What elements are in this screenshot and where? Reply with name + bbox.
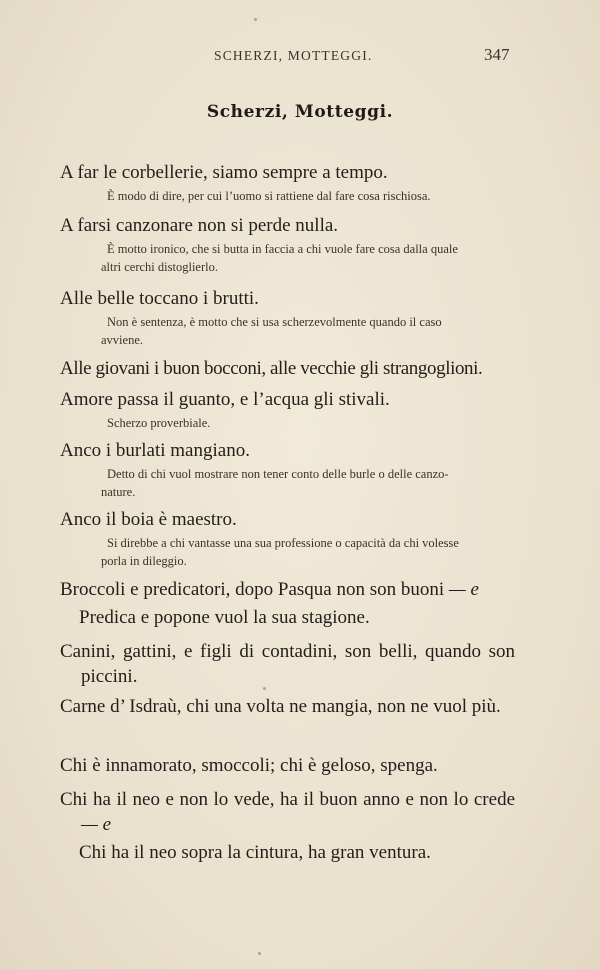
proverb-text: Chi ha il neo e non lo vede, ha il buon anno e non lo crede [60, 789, 515, 810]
proverb-text: Amore passa il guanto, e l’acqua gli stivali. [60, 389, 390, 410]
gloss-line: Non è sentenza, è motto che si usa scherzevolmente quando il caso [107, 315, 442, 329]
proverb-text: Alle belle toccano i brutti. [60, 288, 259, 309]
proverb-text: Canini, gattini, e figli di contadini, son belli, quando son piccini. [60, 641, 515, 687]
gloss [60, 187, 515, 205]
gloss-line: Si direbbe a chi vantasse una sua professione o capacità da chi volesse [107, 536, 459, 550]
gloss [60, 313, 515, 349]
gloss [60, 534, 515, 570]
gloss-line: porla in dileggio. [101, 554, 187, 568]
variant-separator: — e [81, 814, 112, 835]
paper-speck [258, 952, 261, 955]
proverb-entry [60, 356, 515, 387]
proverb-text: Anco il boia è maestro. [60, 509, 237, 530]
proverb-list [60, 160, 515, 867]
proverb-line [60, 787, 515, 837]
gloss-line: È motto ironico, che si butta in faccia a chi vuole fare cosa dalla quale [107, 242, 458, 256]
gloss-line: nature. [101, 485, 136, 499]
gloss [60, 240, 515, 276]
proverb-entry [60, 787, 515, 867]
proverb-entry [60, 753, 515, 787]
proverb-text: A farsi canzonare non si perde nulla. [60, 215, 339, 236]
running-title: SCHERZI, MOTTEGGI. [214, 48, 373, 63]
proverb-text: Anco i burlati mangiano. [60, 440, 250, 461]
proverb-text: Alle giovani i buon bocconi, alle vecchie gli strangoglioni. [60, 358, 483, 379]
gloss-line: altri cerchi distoglierlo. [101, 260, 218, 274]
variant-separator: — e [448, 579, 479, 600]
gloss [60, 465, 515, 501]
proverb-entry [60, 694, 515, 753]
proverb-text: Carne d’ Isdraù, chi una volta ne mangia, non ne vuol più. [60, 696, 501, 717]
proverb-entry [60, 286, 515, 356]
proverb-text: A far le corbellerie, siamo sempre a tempo. [60, 162, 388, 183]
proverb-entry [60, 577, 515, 639]
proverb-variant: Predica e popone vuol la sua stagione. [79, 607, 370, 628]
section-title: Scherzi, Motteggi. [206, 102, 394, 122]
gloss-line: avviene. [101, 333, 143, 347]
proverb-text: Chi è innamorato, smoccoli; chi è geloso, spenga. [60, 755, 438, 776]
proverb-entry [60, 213, 515, 286]
paper-speck [254, 18, 257, 21]
proverb-entry [60, 160, 515, 213]
proverb-entry [60, 639, 515, 694]
gloss-line: Detto di chi vuol mostrare non tener conto delle burle o delle canzo- [107, 467, 449, 481]
gloss-line: Scherzo proverbiale. [107, 416, 211, 430]
gloss [60, 414, 515, 432]
page-number: 347 [484, 45, 510, 64]
proverb-text: Broccoli e predicatori, dopo Pasqua non son buoni [60, 579, 445, 600]
paper-speck [263, 687, 266, 690]
proverb-entry [60, 438, 515, 507]
proverb-entry [60, 507, 515, 577]
proverb-variant: Chi ha il neo sopra la cintura, ha gran ventura. [79, 842, 431, 863]
gloss-line: È modo di dire, per cui l’uomo si rattiene dal fare cosa rischiosa. [107, 189, 431, 203]
proverb-entry [60, 387, 515, 438]
proverb-line [60, 577, 515, 602]
running-head [0, 45, 600, 70]
